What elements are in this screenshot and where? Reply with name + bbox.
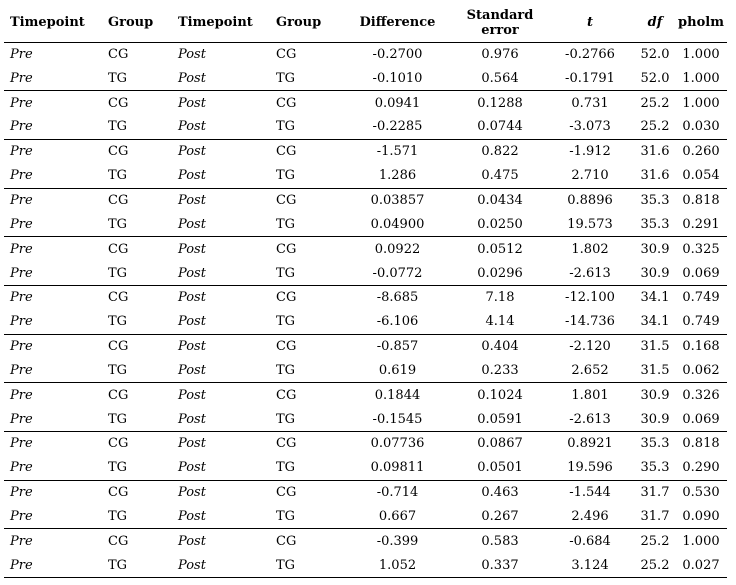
pholm-cell: 0.818	[682, 436, 720, 452]
difference-cell: -6.106	[340, 310, 455, 334]
t-cell: 19.596	[545, 456, 635, 480]
timepoint-2-cell: Post	[178, 290, 206, 306]
table-row	[4, 42, 727, 66]
difference-cell: 0.09811	[340, 456, 455, 480]
table-row	[4, 237, 727, 261]
timepoint-2-cell: Post	[178, 436, 206, 452]
timepoint-2-cell: Post	[172, 505, 270, 529]
df-cell: 30.9	[640, 387, 670, 403]
timepoint-1-cell: Pre	[10, 387, 33, 403]
df-cell: 31.6	[635, 164, 675, 188]
group-2-cell: TG	[270, 261, 340, 285]
df-cell: 25.2	[635, 115, 675, 139]
group-1-cell: CG	[108, 241, 129, 257]
t-cell: 2.710	[545, 164, 635, 188]
t-cell: -12.100	[565, 290, 615, 306]
group-2-cell: CG	[276, 339, 297, 355]
standard-error-cell: 7.18	[485, 290, 515, 306]
pholm-cell: 1.000	[682, 533, 720, 549]
pholm-cell: 0.069	[675, 261, 727, 285]
group-2-cell: TG	[270, 505, 340, 529]
group-2-cell: TG	[270, 407, 340, 431]
group-2-cell: TG	[270, 212, 340, 236]
timepoint-1-cell: Pre	[4, 505, 102, 529]
table-row	[4, 456, 727, 480]
group-1-cell: TG	[102, 310, 172, 334]
table-row	[4, 188, 727, 212]
difference-cell: 1.286	[340, 164, 455, 188]
difference-cell: -0.2700	[372, 46, 423, 62]
pholm-cell: 0.054	[675, 164, 727, 188]
timepoint-2-cell: Post	[172, 456, 270, 480]
group-1-cell: TG	[102, 164, 172, 188]
group-1-cell: TG	[102, 261, 172, 285]
timepoint-1-cell: Pre	[10, 192, 33, 208]
timepoint-2-cell: Post	[172, 66, 270, 90]
table-row	[4, 553, 727, 577]
df-cell: 30.9	[635, 261, 675, 285]
t-cell: 0.8921	[567, 436, 613, 452]
t-cell: -1.544	[569, 485, 611, 501]
table-row	[4, 407, 727, 431]
table-row	[4, 66, 727, 90]
header-group-1: Group	[102, 4, 172, 42]
standard-error-cell: 0.404	[481, 339, 519, 355]
df-cell: 30.9	[640, 241, 670, 257]
t-cell: 3.124	[545, 553, 635, 577]
timepoint-1-cell: Pre	[4, 553, 102, 577]
table-row	[4, 358, 727, 382]
t-cell: -1.912	[569, 144, 611, 160]
timepoint-1-cell: Pre	[4, 407, 102, 431]
difference-cell: -0.714	[376, 485, 419, 501]
group-2-cell: CG	[276, 387, 297, 403]
pholm-cell: 0.030	[675, 115, 727, 139]
group-2-cell: TG	[270, 66, 340, 90]
timepoint-1-cell: Pre	[4, 66, 102, 90]
t-cell: 1.801	[571, 387, 609, 403]
timepoint-2-cell: Post	[172, 164, 270, 188]
group-1-cell: CG	[108, 95, 129, 111]
df-cell: 31.6	[640, 144, 670, 160]
timepoint-2-cell: Post	[172, 310, 270, 334]
df-cell: 35.3	[635, 456, 675, 480]
t-cell: 2.496	[545, 505, 635, 529]
standard-error-cell: 0.822	[481, 144, 519, 160]
group-1-cell: TG	[102, 115, 172, 139]
group-1-cell: CG	[108, 339, 129, 355]
t-cell: -2.613	[545, 261, 635, 285]
group-2-cell: CG	[276, 95, 297, 111]
timepoint-2-cell: Post	[178, 241, 206, 257]
table-row	[4, 164, 727, 188]
table-body	[4, 42, 727, 578]
timepoint-1-cell: Pre	[10, 290, 33, 306]
posthoc-comparison-table	[4, 4, 727, 578]
table-row	[4, 334, 727, 358]
pholm-cell: 0.749	[675, 310, 727, 334]
pholm-cell: 0.168	[682, 339, 720, 355]
group-1-cell: CG	[108, 387, 129, 403]
pholm-cell: 0.290	[675, 456, 727, 480]
t-cell: -14.736	[545, 310, 635, 334]
df-cell: 52.0	[640, 46, 670, 62]
difference-cell: 1.052	[340, 553, 455, 577]
group-2-cell: CG	[276, 290, 297, 306]
group-1-cell: TG	[102, 456, 172, 480]
df-cell: 35.3	[640, 436, 670, 452]
group-1-cell: CG	[108, 485, 129, 501]
group-1-cell: CG	[108, 436, 129, 452]
t-cell: -0.2766	[565, 46, 615, 62]
df-cell: 34.1	[640, 290, 670, 306]
t-cell: 0.731	[571, 95, 609, 111]
timepoint-2-cell: Post	[178, 485, 206, 501]
timepoint-2-cell: Post	[178, 46, 206, 62]
timepoint-2-cell: Post	[172, 553, 270, 577]
group-2-cell: TG	[270, 553, 340, 577]
standard-error-cell: 0.583	[481, 533, 519, 549]
group-2-cell: CG	[276, 144, 297, 160]
timepoint-1-cell: Pre	[10, 144, 33, 160]
pholm-cell: 0.818	[682, 192, 720, 208]
t-cell: -0.684	[569, 533, 611, 549]
table-row	[4, 212, 727, 236]
header-t: t	[545, 4, 635, 42]
timepoint-1-cell: Pre	[10, 436, 33, 452]
timepoint-2-cell: Post	[178, 192, 206, 208]
pholm-cell: 1.000	[682, 46, 720, 62]
df-cell: 25.2	[635, 553, 675, 577]
group-1-cell: TG	[102, 553, 172, 577]
timepoint-1-cell: Pre	[4, 115, 102, 139]
table-row	[4, 115, 727, 139]
standard-error-cell: 0.0591	[455, 407, 545, 431]
difference-cell: 0.04900	[340, 212, 455, 236]
group-1-cell: TG	[102, 407, 172, 431]
difference-cell: 0.03857	[370, 192, 425, 208]
header-group-2: Group	[270, 4, 340, 42]
pholm-cell: 1.000	[675, 66, 727, 90]
timepoint-2-cell: Post	[178, 144, 206, 160]
difference-cell: 0.1844	[374, 387, 421, 403]
df-cell: 34.1	[635, 310, 675, 334]
t-cell: 1.802	[571, 241, 609, 257]
timepoint-1-cell: Pre	[10, 533, 33, 549]
difference-cell: -0.1010	[340, 66, 455, 90]
standard-error-cell: 0.0501	[455, 456, 545, 480]
standard-error-cell: 0.1288	[477, 95, 523, 111]
table-row	[4, 383, 727, 407]
timepoint-1-cell: Pre	[10, 241, 33, 257]
standard-error-cell: 0.463	[481, 485, 519, 501]
group-2-cell: TG	[270, 164, 340, 188]
t-cell: -3.073	[545, 115, 635, 139]
difference-cell: -8.685	[376, 290, 419, 306]
standard-error-cell: 0.1024	[477, 387, 523, 403]
difference-cell: 0.0941	[374, 95, 421, 111]
table-row	[4, 480, 727, 504]
timepoint-1-cell: Pre	[4, 358, 102, 382]
standard-error-cell: 0.267	[455, 505, 545, 529]
table-row	[4, 91, 727, 115]
group-1-cell: CG	[108, 144, 129, 160]
difference-cell: -0.399	[376, 533, 419, 549]
group-2-cell: CG	[276, 46, 297, 62]
timepoint-2-cell: Post	[172, 212, 270, 236]
difference-cell: -0.1545	[340, 407, 455, 431]
timepoint-2-cell: Post	[172, 115, 270, 139]
group-2-cell: TG	[270, 456, 340, 480]
header-pholm: pholm	[675, 4, 727, 42]
pholm-cell: 0.027	[675, 553, 727, 577]
timepoint-2-cell: Post	[172, 358, 270, 382]
df-cell: 35.3	[640, 192, 670, 208]
group-1-cell: CG	[108, 46, 129, 62]
t-cell: 19.573	[545, 212, 635, 236]
difference-cell: 0.667	[340, 505, 455, 529]
standard-error-cell: 0.0867	[477, 436, 523, 452]
group-2-cell: CG	[276, 533, 297, 549]
standard-error-cell: 0.0744	[455, 115, 545, 139]
timepoint-2-cell: Post	[178, 387, 206, 403]
header-standard-error: Standard error	[455, 4, 545, 42]
t-cell: 2.652	[545, 358, 635, 382]
difference-cell: -1.571	[376, 144, 419, 160]
t-cell: -2.613	[545, 407, 635, 431]
group-2-cell: TG	[270, 115, 340, 139]
pholm-cell: 0.530	[682, 485, 720, 501]
pholm-cell: 0.326	[682, 387, 720, 403]
group-1-cell: CG	[108, 290, 129, 306]
header-row	[4, 4, 727, 42]
pholm-cell: 0.069	[675, 407, 727, 431]
standard-error-cell: 0.233	[455, 358, 545, 382]
pholm-cell: 1.000	[682, 95, 720, 111]
timepoint-2-cell: Post	[178, 533, 206, 549]
standard-error-cell: 0.0512	[477, 241, 523, 257]
difference-cell: -0.2285	[340, 115, 455, 139]
group-1-cell: TG	[102, 66, 172, 90]
standard-error-cell: 0.0434	[477, 192, 523, 208]
timepoint-1-cell: Pre	[10, 46, 33, 62]
timepoint-2-cell: Post	[172, 407, 270, 431]
standard-error-cell: 0.564	[455, 66, 545, 90]
group-2-cell: CG	[276, 192, 297, 208]
standard-error-cell: 0.0250	[455, 212, 545, 236]
difference-cell: 0.07736	[370, 436, 425, 452]
group-1-cell: TG	[102, 212, 172, 236]
table-row	[4, 310, 727, 334]
group-1-cell: CG	[108, 192, 129, 208]
difference-cell: 0.0922	[374, 241, 421, 257]
difference-cell: 0.619	[340, 358, 455, 382]
standard-error-cell: 0.337	[455, 553, 545, 577]
header-difference: Difference	[340, 4, 455, 42]
table-row	[4, 505, 727, 529]
t-cell: -0.1791	[545, 66, 635, 90]
table-row	[4, 261, 727, 285]
group-1-cell: TG	[102, 505, 172, 529]
table-row	[4, 139, 727, 163]
t-cell: 0.8896	[567, 192, 613, 208]
pholm-cell: 0.062	[675, 358, 727, 382]
df-cell: 35.3	[635, 212, 675, 236]
timepoint-1-cell: Pre	[10, 339, 33, 355]
header-df: df	[635, 4, 675, 42]
standard-error-cell: 4.14	[455, 310, 545, 334]
standard-error-cell: 0.976	[481, 46, 519, 62]
df-cell: 25.2	[640, 533, 670, 549]
timepoint-1-cell: Pre	[10, 95, 33, 111]
df-cell: 31.5	[640, 339, 670, 355]
timepoint-1-cell: Pre	[10, 485, 33, 501]
group-2-cell: CG	[276, 485, 297, 501]
group-2-cell: CG	[276, 436, 297, 452]
header-timepoint-1: Timepoint	[4, 4, 102, 42]
group-2-cell: TG	[270, 310, 340, 334]
df-cell: 31.7	[640, 485, 670, 501]
timepoint-1-cell: Pre	[4, 456, 102, 480]
group-2-cell: TG	[270, 358, 340, 382]
t-cell: -2.120	[569, 339, 611, 355]
pholm-cell: 0.090	[675, 505, 727, 529]
group-1-cell: TG	[102, 358, 172, 382]
group-2-cell: CG	[276, 241, 297, 257]
table-row	[4, 432, 727, 456]
timepoint-1-cell: Pre	[4, 164, 102, 188]
timepoint-2-cell: Post	[172, 261, 270, 285]
standard-error-cell: 0.0296	[455, 261, 545, 285]
timepoint-1-cell: Pre	[4, 212, 102, 236]
header-timepoint-2: Timepoint	[172, 4, 270, 42]
pholm-cell: 0.749	[682, 290, 720, 306]
timepoint-1-cell: Pre	[4, 261, 102, 285]
pholm-cell: 0.291	[675, 212, 727, 236]
table-row	[4, 285, 727, 309]
pholm-cell: 0.260	[682, 144, 720, 160]
timepoint-1-cell: Pre	[4, 310, 102, 334]
timepoint-2-cell: Post	[178, 95, 206, 111]
df-cell: 31.7	[635, 505, 675, 529]
df-cell: 52.0	[635, 66, 675, 90]
standard-error-cell: 0.475	[455, 164, 545, 188]
timepoint-2-cell: Post	[178, 339, 206, 355]
difference-cell: -0.857	[376, 339, 419, 355]
df-cell: 25.2	[640, 95, 670, 111]
difference-cell: -0.0772	[340, 261, 455, 285]
group-1-cell: CG	[108, 533, 129, 549]
df-cell: 31.5	[635, 358, 675, 382]
pholm-cell: 0.325	[682, 241, 720, 257]
table-row	[4, 529, 727, 553]
df-cell: 30.9	[635, 407, 675, 431]
